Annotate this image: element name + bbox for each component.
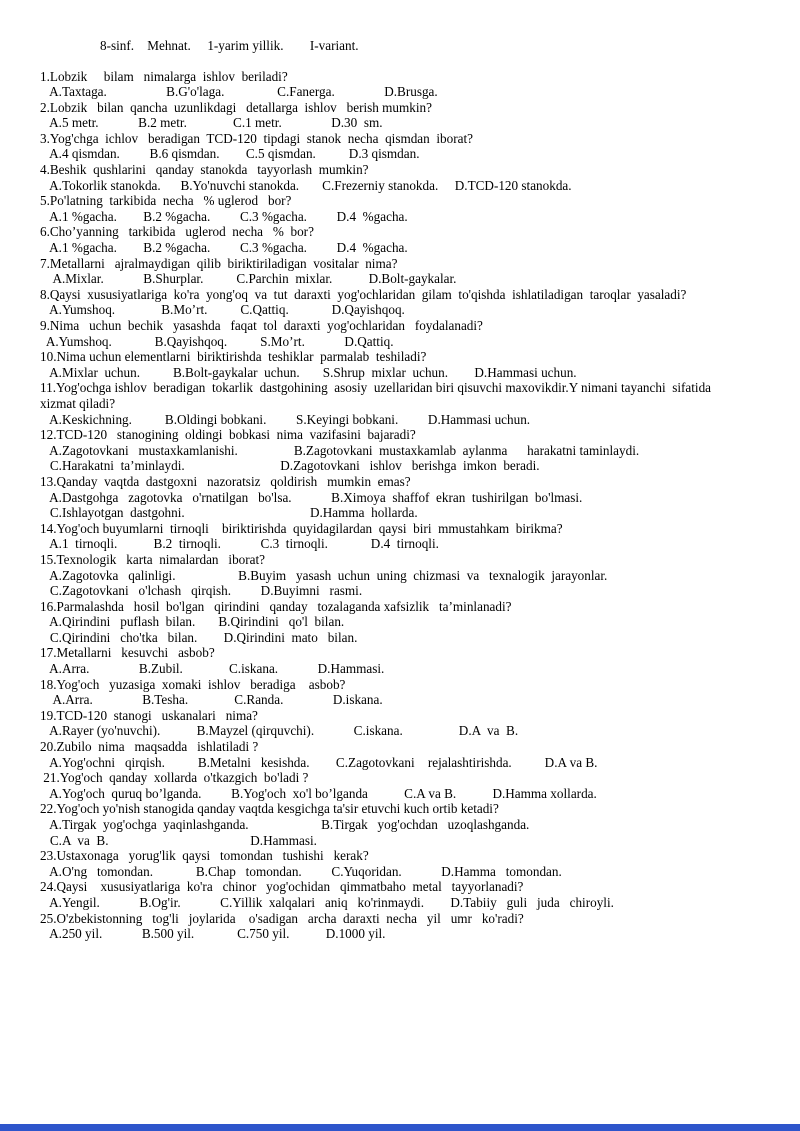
question-text: 7.Metallarni ajralmaydigan qilib biriktiriladigan vositalar nima? bbox=[40, 255, 398, 271]
question-text: 4.Beshik qushlarini qanday stanokda tayyorlash mumkin? bbox=[40, 162, 369, 178]
question-text: 14.Yog'och buyumlarni tirnoqli biriktirishda quyidagilardan qaysi biri mmustahkam birikma? bbox=[40, 520, 563, 536]
question-text: 18.Yog'och yuzasiga xomaki ishlov beradiga asbob? bbox=[40, 676, 346, 692]
question-text: 25.O'zbekistonning tog'li joylarida o'sadigan archa daraxti necha yil umr ko'radi? bbox=[40, 910, 524, 926]
answer-options-line: C.Harakatni ta’minlaydi. D.Zagotovkani ishlov berishga imkon beradi. bbox=[40, 458, 540, 474]
answer-options-line: A.Keskichning. B.Oldingi bobkani. S.Keyingi bobkani. D.Hammasi uchun. bbox=[40, 411, 531, 427]
answer-options-line: A.Yog'och quruq bo’lganda. B.Yog'och xo'l bo’lganda C.A va B. D.Hamma xollarda. bbox=[40, 785, 597, 801]
question-text: 8.Qaysi xususiyatlariga ko'ra yong'oq va tut daraxti yog'ochlaridan gilam to'qishda ishlatiladigan taroqlar yasaladi? bbox=[40, 286, 687, 302]
answer-options-line: A.Yumshoq. B.Qayishqoq. S.Mo’rt. D.Qattiq. bbox=[40, 333, 394, 349]
answer-options-line: A.Mixlar uchun. B.Bolt-gaykalar uchun. S.Shrup mixlar uchun. D.Hammasi uchun. bbox=[40, 364, 577, 380]
answer-options-line: A.Arra. B.Tesha. C.Randa. D.iskana. bbox=[40, 692, 383, 708]
document-title: 8-sinf. Mehnat. 1-yarim yillik. I-variant. bbox=[100, 38, 359, 53]
question-text: 15.Texnologik karta nimalardan iborat? bbox=[40, 551, 266, 567]
answer-options-line: A.Tokorlik stanokda. B.Yo'nuvchi stanokda. C.Frezerniy stanokda. D.TCD-120 stanokda. bbox=[40, 177, 572, 193]
answer-options-line: A.Zagotovka qalinligi. B.Buyim yasash uchun uning chizmasi va texnalogik jarayonlar. bbox=[40, 567, 608, 583]
answer-options-line: xizmat qiladi? bbox=[40, 395, 116, 411]
answer-options-line: A.4 qismdan. B.6 qismdan. C.5 qismdan. D.3 qismdan. bbox=[40, 146, 420, 162]
question-text: 3.Yog'chga ichlov beradigan TCD-120 tipdagi stanok necha qismdan iborat? bbox=[40, 130, 473, 146]
question-text: 17.Metallarni kesuvchi asbob? bbox=[40, 645, 215, 661]
question-list bbox=[40, 69, 796, 942]
question-text: 19.TCD-120 stanogi uskanalari nima? bbox=[40, 707, 258, 723]
question-text: 16.Parmalashda hosil bo'lgan qirindini qanday tozalaganda xafsizlik ta’minlanadi? bbox=[40, 598, 512, 614]
answer-options-line: A.Yog'ochni qirqish. B.Metalni kesishda. C.Zagotovkani rejalashtirishda. D.A va B. bbox=[40, 754, 598, 770]
answer-options-line: A.250 yil. B.500 yil. C.750 yil. D.1000 yil. bbox=[40, 926, 386, 942]
answer-options-line: A.1 tirnoqli. B.2 tirnoqli. C.3 tirnoqli. D.4 tirnoqli. bbox=[40, 536, 439, 552]
question-text: 21.Yog'och qanday xollarda o'tkazgich bo'ladi ? bbox=[40, 770, 309, 786]
answer-options-line: A.Tirgak yog'ochga yaqinlashganda. B.Tirgak yog'ochdan uzoqlashganda. bbox=[40, 817, 530, 832]
answer-options-line: C.A va B. D.Hammasi. bbox=[40, 832, 317, 848]
answer-options-line: C.Qirindini cho'tka bilan. D.Qirindini mato bilan. bbox=[40, 629, 358, 645]
answer-options-line: A.Rayer (yo'nuvchi). B.Mayzel (qirquvchi). C.iskana. D.A va B. bbox=[40, 723, 519, 739]
bottom-scrollbar[interactable] bbox=[0, 1124, 800, 1131]
answer-options-line: A.Mixlar. B.Shurplar. C.Parchin mixlar. D.Bolt-gaykalar. bbox=[40, 271, 457, 287]
question-text: 23.Ustaxonaga yorug'lik qaysi tomondan tushishi kerak? bbox=[40, 848, 369, 864]
question-text: 12.TCD-120 stanogining oldingi bobkasi nima vazifasini bajaradi? bbox=[40, 427, 416, 443]
answer-options-line: C.Ishlayotgan dastgohni. D.Hamma hollarda. bbox=[40, 505, 418, 521]
answer-options-line: A.5 metr. B.2 metr. C.1 metr. D.30 sm. bbox=[40, 115, 383, 131]
question-text: 24.Qaysi xususiyatlariga ko'ra chinor yog'ochidan qimmatbaho metal tayyorlanadi? bbox=[40, 879, 524, 895]
question-text: 10.Nima uchun elementlarni biriktirishda teshiklar parmalab teshiladi? bbox=[40, 349, 427, 365]
question-text: 22.Yog'och yo'nish stanogida qanday vaqtda kesgichga ta'sir etuvchi kuch ortib ketadi? bbox=[40, 801, 499, 817]
answer-options-line: A.Yengil. B.Og'ir. C.Yillik xalqalari aniq ko'rinmaydi. D.Tabiiy guli juda chiroyli. bbox=[40, 894, 614, 910]
answer-options-line: A.Yumshoq. B.Mo’rt. C.Qattiq. D.Qayishqoq. bbox=[40, 302, 405, 318]
answer-options-line: A.1 %gacha. B.2 %gacha. C.3 %gacha. D.4 %gacha. bbox=[40, 208, 408, 224]
answer-options-line: A.1 %gacha. B.2 %gacha. C.3 %gacha. D.4 %gacha. bbox=[40, 240, 408, 256]
answer-options-line: A.Zagotovkani mustaxkamlanishi. B.Zagotovkani mustaxkamlab aylanma harakatni taminlaydi. bbox=[40, 442, 640, 458]
answer-options-line: A.Qirindini puflash bilan. B.Qirindini qo'l bilan. bbox=[40, 614, 345, 630]
answer-options-line: A.Arra. B.Zubil. C.iskana. D.Hammasi. bbox=[40, 661, 385, 677]
answer-options-line: C.Zagotovkani o'lchash qirqish. D.Buyimni rasmi. bbox=[40, 583, 363, 599]
question-text: 9.Nima uchun bechik yasashda faqat tol daraxti yog'ochlaridan foydalanadi? bbox=[40, 318, 483, 333]
answer-options-line: A.O'ng tomondan. B.Chap tomondan. C.Yuqoridan. D.Hamma tomondan. bbox=[40, 863, 562, 879]
question-text: 11.Yog'ochga ishlov beradigan tokarlik dastgohining asosiy uzellaridan biri qisuvchi maxovikdir.Y nimani tayanchi sifatida bbox=[40, 380, 712, 396]
question-text: 20.Zubilo nima maqsadda ishlatiladi ? bbox=[40, 739, 259, 755]
question-text: 2.Lobzik bilan qancha uzunlikdagi detallarga ishlov berish mumkin? bbox=[40, 99, 432, 115]
question-text: 1.Lobzik bilam nimalarga ishlov beriladi? bbox=[40, 68, 288, 84]
answer-options-line: A.Taxtaga. B.G'o'laga. C.Fanerga. D.Brusga. bbox=[40, 84, 438, 100]
question-text: 5.Po'latning tarkibida necha % uglerod bor? bbox=[40, 193, 292, 209]
question-text: 13.Qanday vaqtda dastgoxni nazoratsiz qoldirish mumkin emas? bbox=[40, 473, 411, 489]
answer-options-line: A.Dastgohga zagotovka o'rnatilgan bo'lsa. B.Ximoya shaffof ekran tushirilgan bo'lmasi. bbox=[40, 489, 583, 505]
question-text: 6.Cho’yanning tarkibida uglerod necha % bor? bbox=[40, 224, 314, 240]
